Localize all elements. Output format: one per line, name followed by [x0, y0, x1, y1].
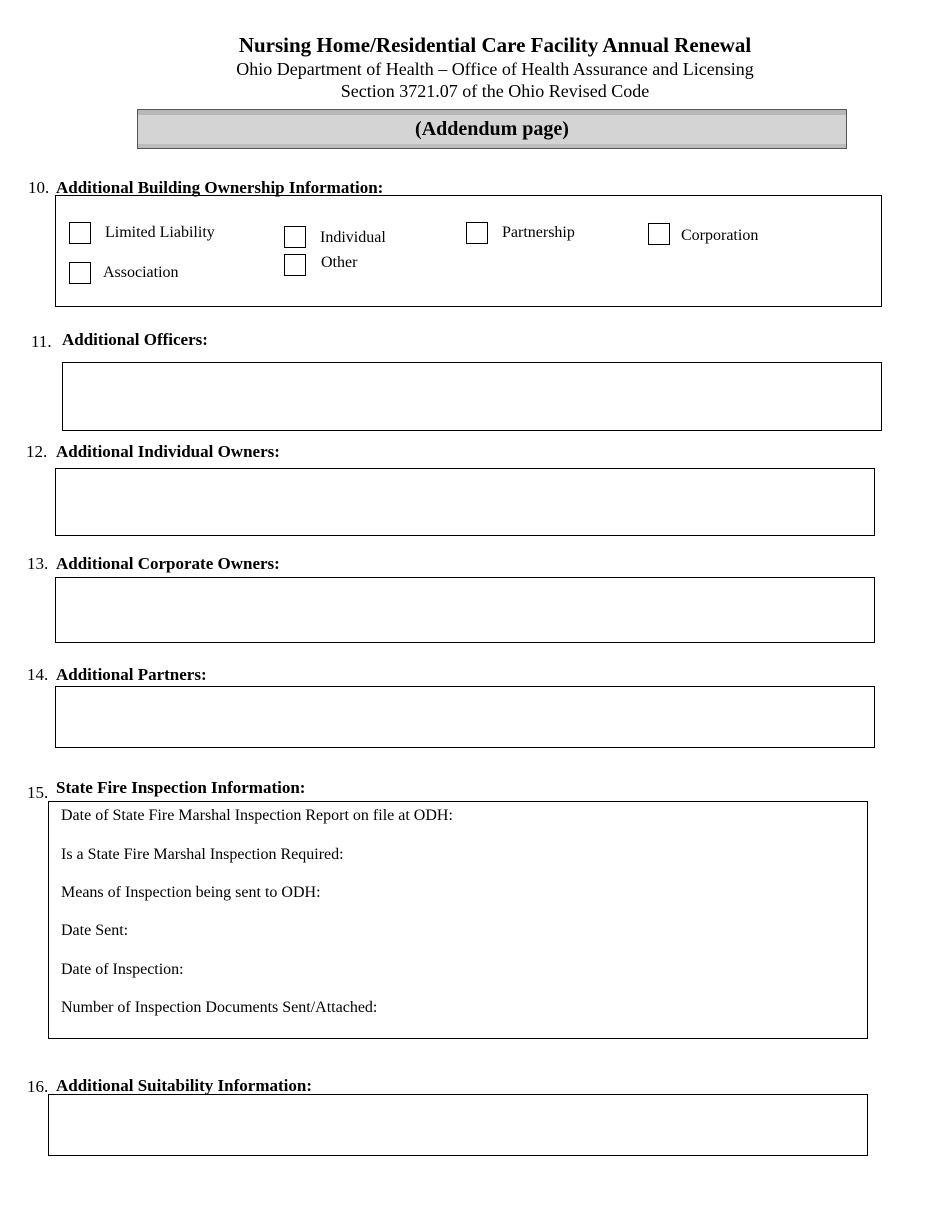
ownership-type-box: [55, 195, 882, 307]
checkbox-association[interactable]: [69, 262, 91, 284]
label-other: Other: [321, 254, 358, 271]
field-means-of-inspection: Means of Inspection being sent to ODH:: [61, 884, 321, 901]
section-16-heading: Additional Suitability Information:: [56, 1076, 312, 1095]
section-10-heading: Additional Building Ownership Information:: [56, 178, 384, 197]
section-15-heading: State Fire Inspection Information:: [56, 778, 306, 797]
additional-individual-owners-field[interactable]: [55, 468, 875, 536]
additional-partners-field[interactable]: [55, 686, 875, 748]
section-14-number: 14.: [27, 665, 49, 684]
form-title: Nursing Home/Residential Care Facility Annual Renewal: [238, 33, 752, 57]
additional-corporate-owners-field[interactable]: [55, 577, 875, 643]
checkbox-corporation[interactable]: [648, 223, 670, 245]
field-number-of-documents: Number of Inspection Documents Sent/Attached:: [61, 999, 378, 1016]
checkbox-limited-liability[interactable]: [69, 222, 91, 244]
additional-officers-field[interactable]: [62, 362, 882, 431]
checkbox-partnership[interactable]: [466, 222, 488, 244]
checkbox-other[interactable]: [284, 254, 306, 276]
section-13-number: 13.: [27, 554, 49, 573]
field-fire-marshal-report-date: Date of State Fire Marshal Inspection Report on file at ODH:: [61, 807, 453, 824]
section-13-heading: Additional Corporate Owners:: [56, 554, 280, 573]
section-14-heading: Additional Partners:: [56, 665, 207, 684]
label-limited-liability: Limited Liability: [105, 224, 215, 241]
label-association: Association: [103, 264, 179, 281]
label-individual: Individual: [320, 229, 386, 246]
section-16-number: 16.: [27, 1077, 49, 1096]
field-date-of-inspection: Date of Inspection:: [61, 961, 184, 978]
section-11-number: 11.: [31, 332, 52, 351]
section-10-number: 10.: [28, 178, 50, 197]
section-12-number: 12.: [26, 442, 48, 461]
field-inspection-required: Is a State Fire Marshal Inspection Required:: [61, 846, 344, 863]
label-partnership: Partnership: [502, 224, 575, 241]
section-11-heading: Additional Officers:: [62, 330, 208, 349]
checkbox-individual[interactable]: [284, 226, 306, 248]
additional-suitability-field[interactable]: [48, 1094, 868, 1156]
agency-name: Ohio Department of Health – Office of Health Assurance and Licensing: [236, 59, 754, 79]
section-15-number: 15.: [27, 783, 49, 802]
section-12-heading: Additional Individual Owners:: [56, 442, 280, 461]
addendum-banner: (Addendum page): [137, 109, 847, 149]
statute-reference: Section 3721.07 of the Ohio Revised Code: [340, 81, 650, 101]
field-date-sent: Date Sent:: [61, 922, 129, 939]
label-corporation: Corporation: [681, 227, 759, 244]
